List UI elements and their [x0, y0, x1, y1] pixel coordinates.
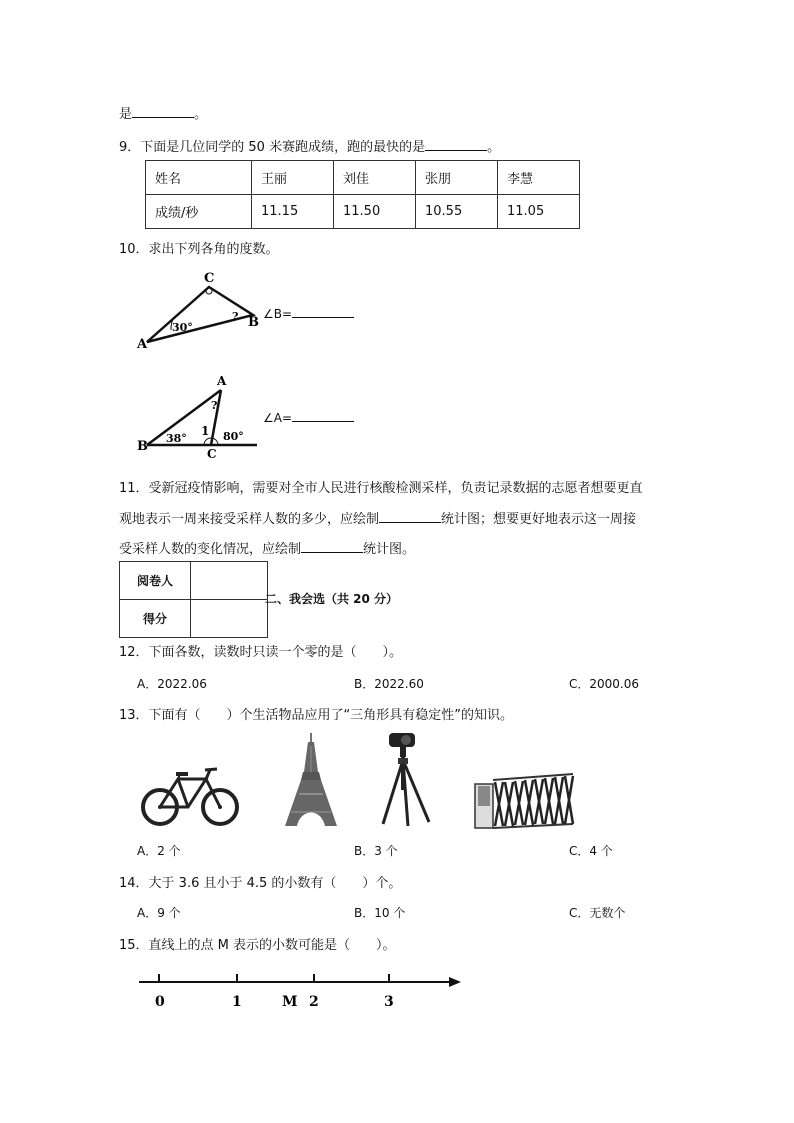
table-cell: 11.15 [252, 195, 334, 229]
tick-label-3: 3 [384, 994, 394, 1010]
angle-a-answer [263, 409, 354, 425]
angle-80-label: 80° [223, 430, 244, 443]
angle-a-label: ∠A= [263, 411, 293, 425]
section-2-title: 二、我会选（共 20 分） [265, 592, 399, 606]
unknown-angle-label: ? [232, 310, 239, 323]
table-row [146, 195, 580, 229]
angle-30-label: 30° [172, 321, 193, 334]
vertex-c-label: C [204, 271, 215, 286]
answer-blank[interactable] [379, 510, 441, 523]
eiffel-tower-image [281, 732, 341, 832]
race-results-table [145, 160, 580, 229]
angle-38-label: 38° [166, 432, 187, 445]
table-cell: 11.05 [498, 195, 580, 229]
number-line-figure [135, 970, 465, 1015]
table-cell: 王丽 [252, 161, 334, 195]
answer-blank[interactable] [292, 305, 354, 318]
question-15-text: 15．直线上的点 M 表示的小数可能是（ ）。 [119, 938, 396, 953]
answer-blank[interactable] [301, 540, 363, 553]
retractable-gate-image [473, 772, 581, 832]
angle-b-label: ∠B= [263, 307, 293, 321]
question-12-text: 12．下面各数，读数时只读一个零的是（ ）。 [119, 645, 403, 660]
bicycle-image [140, 765, 242, 829]
reviewer-label: 阅卷人 [120, 562, 191, 600]
question-11-line-2 [119, 508, 636, 527]
tick-label-1: 1 [232, 994, 242, 1010]
point-m-label: M [282, 994, 298, 1010]
tick-label-0: 0 [155, 994, 165, 1010]
question-14-text: 14．大于 3.6 且小于 4.5 的小数有（ ）个。 [119, 876, 402, 891]
question-13-text: 13．下面有（ ）个生活物品应用了“三角形具有稳定性”的知识。 [119, 708, 514, 723]
continuation-line [119, 103, 207, 122]
option-a[interactable]: A．2 个 [137, 844, 181, 858]
option-c[interactable]: C．2000.06 [569, 677, 640, 691]
option-c[interactable]: C．无数个 [569, 906, 626, 920]
option-a[interactable]: A．9 个 [137, 906, 181, 920]
table-row [120, 600, 268, 638]
score-cell[interactable] [191, 600, 268, 638]
question-11-text: 统计图。 [363, 542, 416, 557]
angle-b-answer [263, 305, 354, 321]
vertex-b-label: B [137, 439, 148, 454]
question-11-text: 观地表示一周来接受采样人数的多少，应绘制 [119, 512, 380, 527]
tick-label-2: 2 [309, 994, 319, 1010]
answer-blank[interactable] [132, 105, 194, 118]
question-9 [119, 136, 500, 155]
table-cell: 成绩/秒 [146, 195, 252, 229]
question-9-text: 9．下面是几位同学的 50 米赛跑成绩，跑的最快的是 [119, 140, 426, 155]
vertex-c-label: C [207, 447, 217, 458]
vertex-b-label: B [248, 315, 259, 330]
question-9-suffix: 。 [487, 140, 501, 155]
question-10-text: 10．求出下列各角的度数。 [119, 242, 279, 257]
question-11-text: 统计图；想要更好地表示这一周接 [441, 512, 637, 527]
vertex-a-label: A [217, 374, 227, 388]
reviewer-cell[interactable] [191, 562, 268, 600]
tripod-image [376, 730, 436, 830]
question-11-text: 受采样人数的变化情况，应绘制 [119, 542, 302, 557]
grader-box [119, 561, 268, 638]
table-cell: 11.50 [334, 195, 416, 229]
question-11-line-1: 11．受新冠疫情影响，需要对全市人民进行核酸检测采样，负责记录数据的志愿者想要更直 [119, 481, 643, 496]
unknown-angle-label: ? [211, 399, 218, 412]
table-cell: 姓名 [146, 161, 252, 195]
continuation-suffix: 。 [194, 107, 208, 122]
option-b[interactable]: B．2022.60 [354, 677, 424, 691]
table-cell: 刘佳 [334, 161, 416, 195]
table-cell: 张朋 [416, 161, 498, 195]
angle-1-label: 1 [201, 424, 210, 438]
continuation-prefix: 是 [119, 107, 133, 122]
table-row [120, 562, 268, 600]
answer-blank[interactable] [292, 409, 354, 422]
option-c[interactable]: C．4 个 [569, 844, 613, 858]
triangle-1-figure [135, 268, 265, 350]
table-row [146, 161, 580, 195]
vertex-a-label: A [137, 337, 148, 350]
option-a[interactable]: A．2022.06 [137, 677, 207, 691]
answer-blank[interactable] [425, 138, 487, 151]
question-11-line-3 [119, 538, 415, 557]
triangle-2-figure [135, 372, 260, 458]
table-cell: 李慧 [498, 161, 580, 195]
table-cell: 10.55 [416, 195, 498, 229]
option-b[interactable]: B．3 个 [354, 844, 398, 858]
option-b[interactable]: B．10 个 [354, 906, 406, 920]
score-label: 得分 [120, 600, 191, 638]
